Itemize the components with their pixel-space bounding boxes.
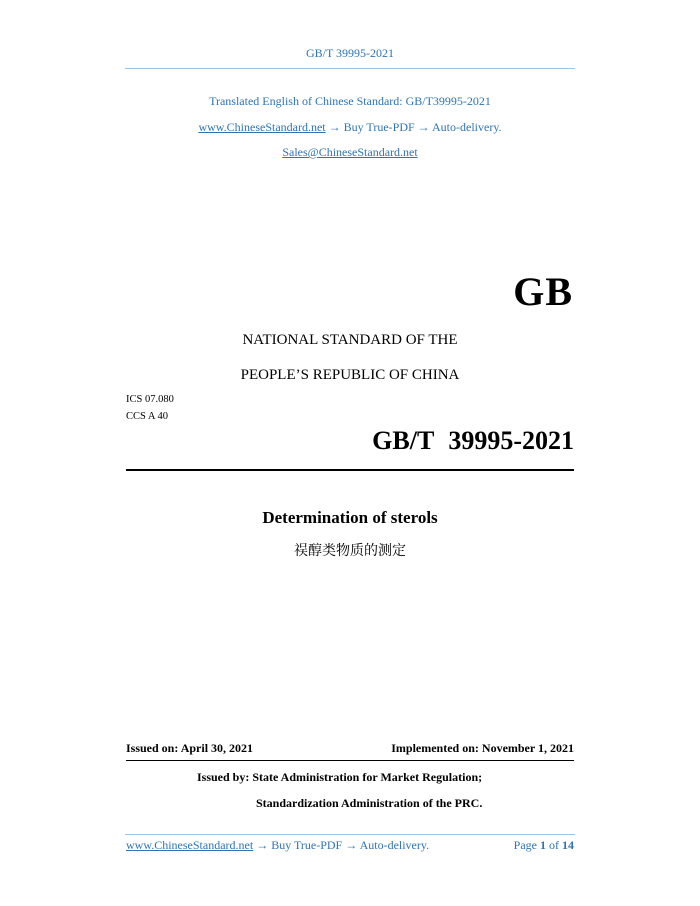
footer-promo [126, 838, 429, 853]
implemented-on-date: Implemented on: November 1, 2021 [391, 741, 574, 755]
footer-promo-text: → Buy True-PDF → Auto-delivery. [256, 838, 430, 852]
standard-number: GB/T 39995-2021 [372, 426, 574, 455]
footer-site-link[interactable]: www.ChineseStandard.net [126, 838, 254, 852]
national-standard-line-2: PEOPLE’S REPUBLIC OF CHINA [240, 367, 460, 383]
header-divider [125, 68, 575, 69]
promo-email-row [0, 145, 700, 160]
promo-line-2-text: → Buy True-PDF → Auto-delivery. [328, 120, 502, 134]
standard-number-rule [126, 469, 574, 471]
ccs-code: CCS A 40 [126, 411, 169, 422]
dates-rule [126, 760, 574, 761]
page-label: Page [513, 838, 537, 852]
national-standard-line-1: NATIONAL STANDARD OF THE [242, 332, 458, 348]
title-chinese: 祦醇类物质的测定 [294, 543, 406, 559]
footer-divider [125, 834, 575, 835]
issued-by-line-1: Issued by: State Administration for Market Regulation; [197, 770, 483, 784]
promo-email-link[interactable]: Sales@ChineseStandard.net [282, 145, 418, 159]
page-total: 14 [562, 838, 574, 852]
issued-by-line-2: Standardization Administration of the PRC. [256, 796, 483, 810]
promo-site-link[interactable]: www.ChineseStandard.net [198, 120, 326, 134]
page-number: 1 [540, 838, 546, 852]
of-label: of [549, 838, 559, 852]
title-english: Determination of sterols [262, 508, 438, 527]
footer-page-indicator [514, 838, 574, 853]
promo-line-2 [0, 120, 700, 135]
ics-code: ICS 07.080 [126, 394, 174, 405]
promo-line-1: Translated English of Chinese Standard: GB/T39995-2021 [209, 94, 491, 108]
issued-on-date: Issued on: April 30, 2021 [126, 741, 254, 755]
gb-logo: GB [513, 269, 573, 314]
header-doc-code: GB/T 39995-2021 [305, 46, 395, 60]
